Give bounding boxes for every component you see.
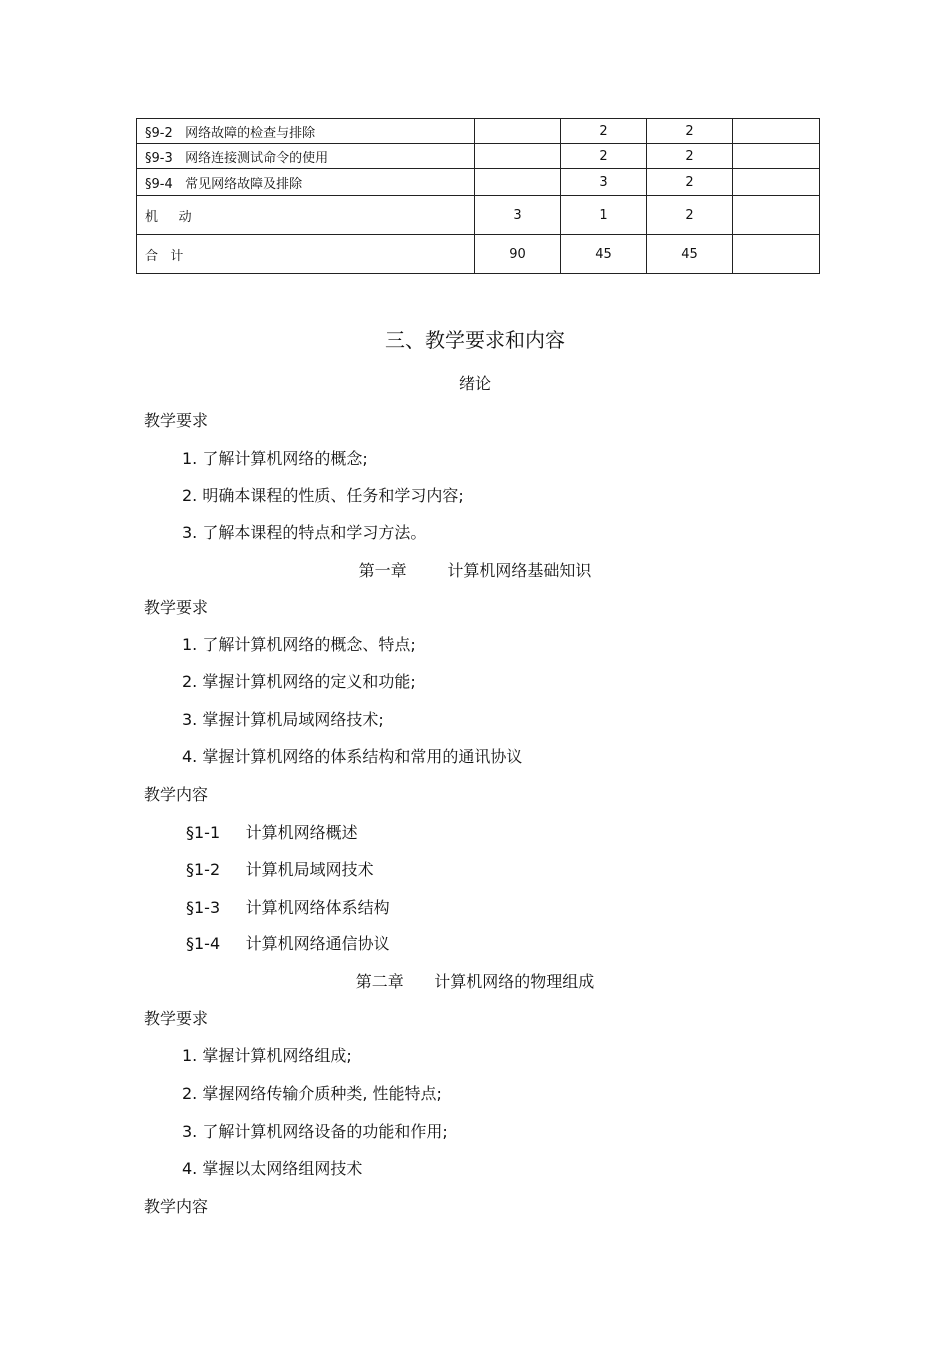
list-item: 3. 了解本课程的特点和学习方法。 bbox=[182, 523, 427, 542]
section-item: §1-3 计算机网络体系结构 bbox=[186, 898, 390, 917]
table-cell-name: 合 计 bbox=[137, 235, 475, 274]
table-row bbox=[137, 169, 820, 196]
chapter-1-title: 第一章 计算机网络基础知识 bbox=[358, 561, 592, 580]
table-cell: 2 bbox=[561, 144, 647, 169]
table-row bbox=[137, 196, 820, 235]
list-item: 2. 掌握计算机网络的定义和功能; bbox=[182, 672, 416, 691]
table-cell bbox=[733, 144, 820, 169]
list-item: 2. 掌握网络传输介质种类, 性能特点; bbox=[182, 1084, 442, 1103]
table-cell: 2 bbox=[561, 119, 647, 144]
table-cell: 2 bbox=[647, 169, 733, 196]
table-cell: 90 bbox=[475, 235, 561, 274]
list-item: 1. 了解计算机网络的概念、特点; bbox=[182, 635, 416, 654]
table-cell bbox=[475, 119, 561, 144]
table-cell bbox=[733, 235, 820, 274]
table-row bbox=[137, 144, 820, 169]
table-cell-name: §9-4 常见网络故障及排除 bbox=[137, 169, 475, 196]
table-cell bbox=[733, 196, 820, 235]
table-cell-name: §9-3 网络连接测试命令的使用 bbox=[137, 144, 475, 169]
chapter-2-title: 第二章 计算机网络的物理组成 bbox=[355, 972, 595, 991]
list-item: 3. 掌握计算机局域网络技术; bbox=[182, 710, 384, 729]
list-item: 4. 掌握计算机网络的体系结构和常用的通讯协议 bbox=[182, 747, 523, 766]
table-cell: 45 bbox=[647, 235, 733, 274]
table-cell: 45 bbox=[561, 235, 647, 274]
table-cell-name: 机 动 bbox=[137, 196, 475, 235]
list-item: 1. 掌握计算机网络组成; bbox=[182, 1046, 352, 1065]
table-cell bbox=[475, 169, 561, 196]
intro-title: 绪论 bbox=[458, 374, 491, 393]
table-cell: 3 bbox=[475, 196, 561, 235]
ch2-req-label: 教学要求 bbox=[144, 1009, 209, 1028]
ch1-req-label: 教学要求 bbox=[144, 598, 209, 617]
table-cell: 1 bbox=[561, 196, 647, 235]
intro-req-label: 教学要求 bbox=[144, 411, 209, 430]
table-row bbox=[137, 235, 820, 274]
list-item: 1. 了解计算机网络的概念; bbox=[182, 449, 368, 468]
table-row bbox=[137, 119, 820, 144]
table-cell: 2 bbox=[647, 119, 733, 144]
list-item: 3. 了解计算机网络设备的功能和作用; bbox=[182, 1122, 448, 1141]
section-item: §1-1 计算机网络概述 bbox=[186, 823, 358, 842]
table-cell-name: §9-2 网络故障的检查与排除 bbox=[137, 119, 475, 144]
list-item: 2. 明确本课程的性质、任务和学习内容; bbox=[182, 486, 464, 505]
table-cell: 3 bbox=[561, 169, 647, 196]
table-cell: 2 bbox=[647, 144, 733, 169]
section-item: §1-2 计算机局域网技术 bbox=[186, 860, 374, 879]
table-cell bbox=[475, 144, 561, 169]
section-title: 三、教学要求和内容 bbox=[385, 328, 565, 352]
list-item: 4. 掌握以太网络组网技术 bbox=[182, 1159, 363, 1178]
table-cell: 2 bbox=[647, 196, 733, 235]
ch2-content-label: 教学内容 bbox=[144, 1197, 209, 1216]
table-cell bbox=[733, 119, 820, 144]
section-item: §1-4 计算机网络通信协议 bbox=[186, 934, 390, 953]
table-cell bbox=[733, 169, 820, 196]
ch1-content-label: 教学内容 bbox=[144, 785, 209, 804]
hours-table bbox=[136, 118, 820, 274]
